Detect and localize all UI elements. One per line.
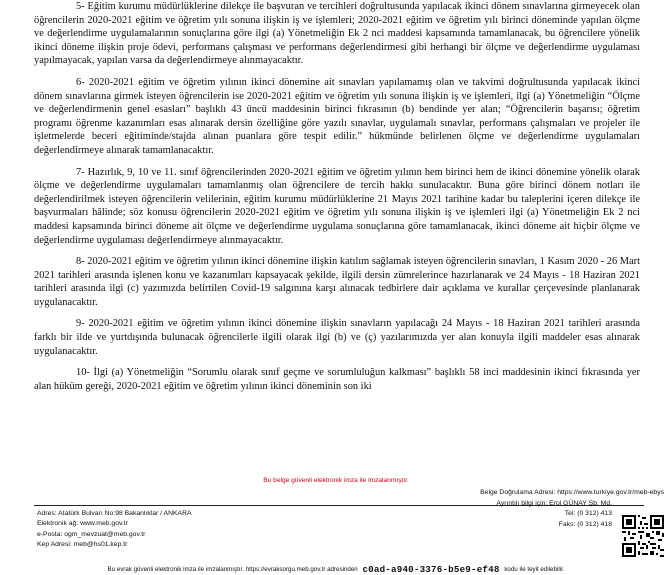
website-link[interactable]: Elektronik ağ: www.meb.gov.tr <box>37 520 128 528</box>
contact-block <box>37 509 192 551</box>
paragraph-10: 10- İlgi (a) Yönetmeliğin “Sorumlu olarak sınıf geçme ve sorumluluğun kalkması” başlıklı 58 inci maddesinin ikinci fıkrasında yer alan hüküm gereği, 2020-2021 eğitim ve öğretim yılının ikinci döneminin son iki <box>34 367 640 392</box>
paragraph-6: 6- 2020-2021 eğitim ve öğretim yılının ikinci dönemine ait sınavları yapılamamış olan ve takvimi doğrultusunda yapılacak ikinci dönem sınavlarına girmek isteyen öğrencilerin ise 2020-2021 eğitim ve öğretim yılı sonuna ilişkin iş ve işlemleri, ilgi (a) Yönetmeliğin “Ölçme ve değerlendirmenin genel esasları” başlıklı 43 üncü maddesinin birinci fıkrasının (b) bendinde yer alan; “Öğrencilerin başarısı; öğretim programı öğrenme kazanımları esas alınarak dersin özelliğine göre yazılı sınavlar, uygulamalı sınavlar, performans çalışmaları ve projeler ile işletmelerde beceri eğitiminde/stajda alınan puanlara göre tespit edilir.” hükmünde belirlenen ölçme ve değerlendirme uygulamaları değerlendirmeye alınarak tamamlanacaktır. <box>34 76 640 156</box>
verification-prefix: Bu evrak güvenli elektronik imza ile imzalanmıştır. https://evraksorgu.meb.gov.tr adresinden <box>107 566 358 573</box>
paragraph-9: 9- 2020-2021 eğitim ve öğretim yılının ikinci dönemine ilişkin sınavların yapılacağı 24 Mayıs - 18 Haziran 2021 tarihleri arasında farklı bir ilde ve yurtdışında bulunacak öğrencilerle ilgili olarak ilgi (b) ve (ç) yazılarımızda yer alan konuyla ilgili maddeler esas alınarak uygulanacaktır. <box>34 318 640 357</box>
verification-suffix: kodu ile teyit edilebilir. <box>504 566 565 573</box>
kep-address: Kep Adresi: meb@hs01.kep.tr <box>37 541 128 549</box>
e-signature-notice: Bu belge güvenli elektronik imza ile imzalanmıştır. <box>263 477 409 484</box>
paragraph-8: 8- 2020-2021 eğitim ve öğretim yılının ikinci dönemine ilişkin katılım sağlamak isteyen öğrencilerin sınavları, 1 Kasım 2020 - 26 Mart 2021 tarihleri arasında işlenen konu ve kazanımları kapsayacak şekilde, ilgili dersin zümrelerince hazırlanarak ve 24 Mayıs - 18 Haziran 2021 tarihleri arasında ilgi (c) yazımızda belirtilen Covid-19 salgınına karşı alınacak tedbirlere dair açıklama ve kurallar çerçevesinde planlanarak uygulanacaktır. <box>34 256 640 308</box>
qr-code-icon <box>622 515 664 557</box>
paragraph-7: 7- Hazırlık, 9, 10 ve 11. sınıf öğrencilerinden 2020-2021 eğitim ve öğretim yılının hem birinci hem de ikinci dönemine yönelik olarak ölçme ve değerlendirme uygulamaları tamamlanmış olan öğrencilere de tercih hakkı sunulacaktır. Buna göre birinci dönem notları ile değerlendirilmek isteyen öğrencilerin velilerinin, eğitim kurumu müdürlüklerine 21 Mayıs 2021 tarihine kadar bu taleplerini içeren dilekçe ile başvurmaları hâlinde; söz konusu öğrencilerin 2020-2021 eğitim ve öğretim yılı sonuna ilişkin iş ve işlemleri ilgi (a) Yönetmeliğin Ek 2 nci maddesi kapsamında birinci döneme ait ölçme ve değerlendirme uygulama sonuçlarına göre tamamlanacak, ikinci döneme ait hiçbir ölçme ve değerlendirme uygulaması değerlendirmeye alınmayacaktır. <box>34 166 640 246</box>
contact-person: Ayrıntılı bilgi için: Erol GÜNAY Şb. Md. <box>496 500 612 507</box>
verification-address[interactable]: Belge Doğrulama Adresi: https://www.turkiye.gov.tr/meb-ebys <box>480 489 664 496</box>
paragraph-5: 5- Eğitim kurumu müdürlüklerine dilekçe ile başvuran ve tercihleri doğrultusunda yapılacak ikinci dönem sınavlarına girmeyecek olan öğrencilerin 2020-2021 eğitim ve öğretim yılı sonuna ilişkin iş ve işlemleri; 2020-2021 eğitim ve öğretim yılı birinci döneminde yapılan ölçme ve değerlendirme uygulamalarının sonuçlarına göre ilgi (a) Yönetmeliğin Ek 2 nci maddesi kapsamında tamamlanacak, bu öğrencilere yönelik ikinci döneme ilişkin proje ödevi, performans çalışması ve performans değerlendirmesi gibi herhangi bir ölçme ve değerlendirme uygulaması yapılmayacak, yapılan varsa da değerlendirmeye alınmayacaktır. <box>34 1 640 67</box>
phone-number: Tel: (0 312) 413 <box>564 510 612 518</box>
document-body <box>34 0 640 401</box>
fax-number: Faks: (0 312) 418 <box>558 520 612 528</box>
contact-person-block <box>480 499 612 530</box>
postal-address: Adres: Atatürk Bulvarı No:98 Bakanlıklar / ANKARA <box>37 510 192 517</box>
document-footer <box>0 486 672 574</box>
verification-code: c0ad-a940-3376-b5e9-ef48 <box>362 564 500 575</box>
email-link[interactable]: e-Posta: ogm_mevzuat@meb.gov.tr <box>37 530 146 538</box>
verification-line <box>0 564 672 575</box>
